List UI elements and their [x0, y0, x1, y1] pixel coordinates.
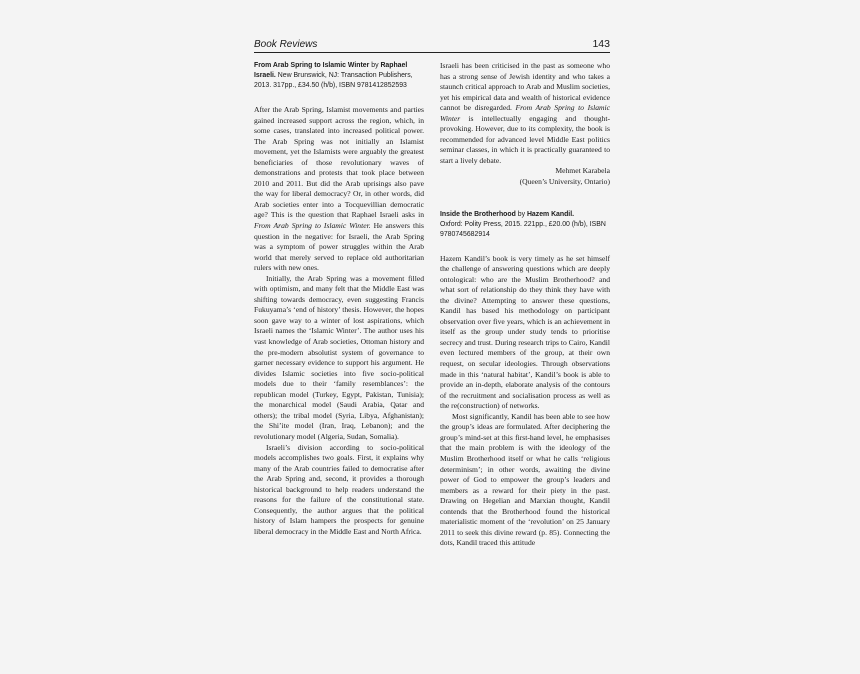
- review1-pubinfo: New Brunswick, NJ: Transaction Publishers, 2013. 317pp., £34.50 (h/b), ISBN 9781412852593: [254, 72, 413, 89]
- review1-by: by: [371, 62, 379, 69]
- review1-paragraph: Initially, the Arab Spring was a movement filled with optimism, and many felt that the Middle East was shifting towards democracy, even suggesting Francis Fukuyama’s ‘end of history’ thesis. However, the hopes soon gave way to a winter of lost aspirations, which Israeli names the ‘Islamic Winter’. The author uses his vast knowledge of Arab societies, Ottoman history and the pre-modern absolutist system of governance to garner necessary evidence to support his argument. He divides Islamic societies into five socio-political models due to their ‘family resemblances’: the republican model (Turkey, Egypt, Pakistan, Tunisia); the monarchical model (Saudi Arabia, Qatar and others); the tribal model (Syria, Libya, Afghanistan); the Shi’ite model (Iran, Iraq, Lebanon); and the revolutionary model (Algeria, Sudan, Somalia).: [254, 273, 424, 441]
- review2-paragraph: Hazem Kandil’s book is very timely as he set himself the challenge of answering questions which are deeply ontological: who are the Muslim Brotherhood? and what sort of relationship do they think they have with the divine? Attempting to answer these questions, Kandil has based his methodology on participant observation over five years, which is an achievement in itself as the group under study tends to prioritise secrecy and trust. During research trips to Cairo, Kandil even lectured members of the group, at their own request, on secular ideologies. Through observations made in this ‘natural habitat’, Kandil’s book is able to provide an in-depth, elaborate analysis of the contours of the recruitment and socialisation process as well as the re(construction) of networks.: [440, 253, 610, 411]
- book-title-italic: From Arab Spring to Islamic Winter: [440, 103, 610, 123]
- review2-author: Hazem Kandil.: [526, 210, 575, 218]
- review2-pubinfo: Oxford: Polity Press, 2015. 221pp., £20.00 (h/b), ISBN 9780745682914: [440, 220, 606, 238]
- reviewer-affiliation: (Queen’s University, Ontario): [519, 177, 610, 187]
- review2-book-title: Inside the Brotherhood: [440, 210, 516, 218]
- header-rule: [254, 52, 610, 53]
- page-number: 143: [592, 38, 610, 50]
- reviewer-name: Mehmet Karabela: [555, 166, 610, 176]
- review-separator: [440, 188, 610, 210]
- review1-author: Raphael Israeli.: [254, 62, 408, 79]
- review1-paragraph: Israeli has been criticised in the past as someone who has a strong sense of Jewish identity and who takes a staunch critical approach to Arab and Muslim societies, yet his empirical data and wealth of historical evidence cannot be disregarded. From Arab Spring to Islamic Winter is intellectually engaging and thought-provoking. However, due to its complexity, the book is recommended for advanced level Middle East politics seminar classes, in which it is practically guaranteed to start a lively debate.: [440, 61, 610, 165]
- right-column: [440, 61, 610, 549]
- review1-bibliography: [254, 61, 424, 91]
- review1-paragraph: Israeli’s division according to socio-political models accomplishes two goals. First, it explains why many of the Arab countries failed to democratise after the Arab Spring and, second, it provides a thorough historical background to help readers understand the reasons for the failure of the constitutional state. Consequently, the author argues that the political history of Islam hampers the prospects for genuine liberal democracy in the Middle East and North Africa.: [254, 442, 424, 536]
- section-title: Book Reviews: [254, 39, 318, 50]
- running-head: [254, 38, 610, 50]
- book-title-italic: From Arab Spring to Islamic Winter.: [254, 221, 371, 231]
- review2-by: by: [517, 210, 526, 218]
- left-column: [254, 61, 424, 537]
- review2-bibliography: [440, 210, 610, 240]
- review1-paragraph: After the Arab Spring, Islamist movements and parties gained increased support across the region, which, in some cases, translated into increased political power. The Arab Spring was not initially an Islamist movement, yet the Islamists were arguably the greatest beneficiaries of those revolutionary waves of demonstrations and protests that took place between 2010 and 2011. But did the Arab uprisings also pave the way for liberal democracy? Or, in other words, did Arab societies enter into a Tocquevillian democratic age? This is the question that Raphael Israeli asks in From Arab Spring to Islamic Winter. He answers this question in the negative: for Israeli, the Arab Spring was a symptom of power struggles within the Arab world that merely served to replace old authoritarian rulers with new ones.: [254, 105, 424, 273]
- review2-paragraph: Most significantly, Kandil has been able to see how the group’s ideas are formulated. After deciphering the group’s mind-set at this first-hand level, he emphasises that the main problem is with the ideology of the Muslim Brotherhood itself or what he calls ‘religious determinism’; in other words, awaiting the divine power of God to empower the group’s leaders and members as a reward for their piety in the past. Drawing on Hegelian and Marxian thought, Kandil contends that the Brotherhood found the historical materialistic moment of the ‘revolution’ on 25 January 2011 to seek this divine reward (p. 85). Connecting the dots, Kandil traced this attitude: [440, 411, 610, 548]
- review1-book-title: From Arab Spring to Islamic Winter: [254, 62, 370, 69]
